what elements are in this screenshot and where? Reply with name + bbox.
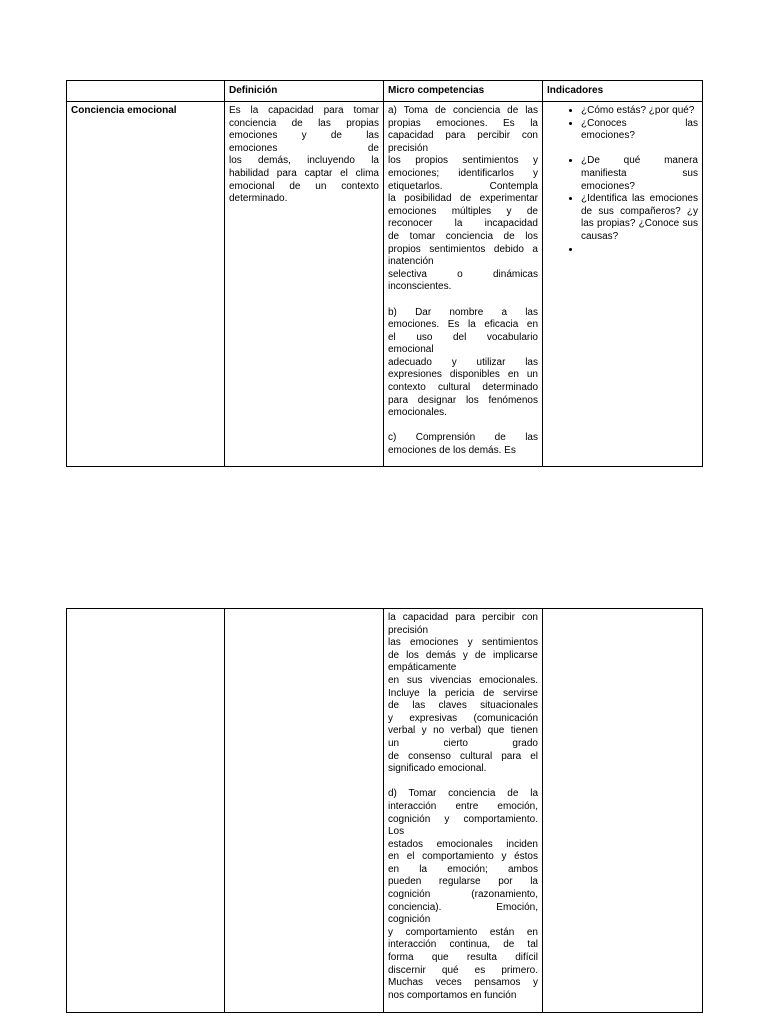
text-line: Incluye la pericia de servirse: [388, 687, 538, 699]
text-line: empáticamente: [388, 662, 457, 674]
text-line: d) Tomar conciencia de la: [388, 788, 538, 800]
text-line: selectiva o dinámicas: [388, 268, 538, 280]
indicator-item: • ¿Cómo estás? ¿por qué?: [581, 105, 698, 118]
micro-competencies-cell: [384, 609, 543, 1013]
text-line: la capacidad para percibir con: [388, 612, 538, 623]
text-line: precisión: [388, 142, 429, 154]
text-line: emociones de los demás. Es: [388, 445, 516, 457]
text-line: cognición: [388, 914, 431, 926]
text-line: adecuado y utilizar las: [388, 356, 538, 368]
text-line: los propios sentimientos y: [388, 155, 538, 167]
text-line: cognición y comportamiento.: [388, 813, 538, 825]
text-line: determinado.: [229, 193, 288, 205]
text-line: conciencia de las propias: [229, 117, 379, 129]
text-line: en la emoción; ambos: [388, 863, 538, 875]
text-line: pueden regularse por la: [388, 876, 538, 888]
table-header-row: [67, 81, 703, 102]
micro-paragraph-c: [388, 432, 538, 457]
text-line: contexto cultural determinado: [388, 382, 538, 394]
indicator-item: • ¿Identifica las emociones de sus compañeros? ¿y las propias? ¿Conoce sus causas?: [581, 193, 698, 243]
text-line: de los demás y de implicarse: [388, 649, 538, 661]
text-line: inconscientes.: [388, 281, 452, 293]
text-line: de consenso cultural para el: [388, 750, 538, 762]
text-line: un cierto grado: [388, 737, 538, 749]
text-line: b) Dar nombre a las: [388, 306, 538, 318]
text-line: en el comportamiento y éstos: [388, 851, 538, 863]
indicators-list: [547, 105, 698, 256]
text-line: nos comportamos en función: [388, 989, 517, 1001]
text-line: interacción entre emoción,: [388, 800, 538, 812]
text-line: para designar los fenómenos: [388, 394, 538, 406]
text-line: y comportamiento están en: [388, 926, 538, 938]
indicator-item: • ¿De qué manera manifiesta sus emociones?: [581, 155, 698, 193]
micro-paragraph-d: [388, 788, 538, 1002]
text-line: Es la capacidad para tomar: [229, 105, 379, 116]
text-line: y expresivas (comunicación: [388, 712, 538, 724]
micro-paragraph-c-continued: [388, 612, 538, 776]
text-line: las emociones y sentimientos: [388, 637, 538, 649]
text-line: emociones; identificarlos y: [388, 167, 538, 179]
micro-paragraph-a: [388, 105, 538, 294]
text-line: cognición (razonamiento,: [388, 889, 538, 901]
table-row: [67, 609, 703, 1013]
text-line: verbal y no verbal) que tienen: [388, 725, 538, 737]
text-line: emociones y de las: [229, 130, 379, 142]
text-line: emociones de: [229, 142, 379, 154]
text-line: etiquetarlos. Contempla: [388, 180, 538, 192]
indicators-cell: [543, 102, 703, 467]
competency-table-page-1: [66, 80, 703, 467]
text-line: emociones múltiples y de: [388, 205, 538, 217]
text-line: interacción continua, de tal: [388, 939, 538, 951]
text-line: expresiones disponibles en un: [388, 369, 538, 381]
text-line: c) Comprensión de las: [388, 432, 538, 444]
text-line: conciencia). Emoción,: [388, 901, 538, 913]
competency-table-page-2: [66, 608, 703, 1013]
text-line: emocional de un contexto: [229, 180, 379, 192]
spacer: [581, 143, 698, 156]
header-cell-micro-competencies: Micro competencias: [384, 81, 543, 102]
text-line: habilidad para captar el clima: [229, 167, 379, 179]
text-line: inatención: [388, 256, 434, 268]
text-line: en sus vivencias emocionales.: [388, 674, 538, 686]
micro-paragraph-b: [388, 307, 538, 420]
text-line: propios sentimientos debido a: [388, 243, 538, 255]
indicators-cell-empty: [543, 609, 703, 1013]
definition-cell-empty: [225, 609, 384, 1013]
text-line: estados emocionales inciden: [388, 838, 538, 850]
text-line: emocionales.: [388, 407, 447, 419]
text-line: Muchas veces pensamos y: [388, 977, 538, 989]
text-line: significado emocional.: [388, 763, 487, 775]
micro-competencies-cell: [384, 102, 543, 467]
header-cell-definition: Definición: [225, 81, 384, 102]
row-title: Conciencia emocional: [67, 102, 225, 467]
indicator-item-empty: [581, 244, 698, 257]
text-line: capacidad para percibir con: [388, 130, 538, 142]
text-line: a) Toma de conciencia de las: [388, 105, 538, 116]
text-line: de las claves situacionales: [388, 700, 538, 712]
text-line: reconocer la incapacidad: [388, 218, 538, 230]
text-line: propias emociones. Es la: [388, 117, 538, 129]
text-line: emocional: [388, 344, 434, 356]
text-line: la posibilidad de experimentar: [388, 193, 538, 205]
definition-text: [229, 105, 379, 206]
header-cell-empty: [67, 81, 225, 102]
header-cell-indicators: Indicadores: [543, 81, 703, 102]
definition-cell: [225, 102, 384, 467]
indicator-item: • ¿Conoces las emociones?: [581, 118, 698, 143]
text-line: discernir qué es primero.: [388, 964, 538, 976]
table-row: [67, 102, 703, 467]
text-line: precisión: [388, 624, 429, 636]
text-line: forma que resulta difícil: [388, 952, 538, 964]
text-line: Los: [388, 826, 405, 838]
row-title-cell-empty: [67, 609, 225, 1013]
text-line: el uso del vocabulario: [388, 331, 538, 343]
text-line: emociones. Es la eficacia en: [388, 319, 538, 331]
text-line: de tomar conciencia de los: [388, 230, 538, 242]
text-line: los demás, incluyendo la: [229, 155, 379, 167]
